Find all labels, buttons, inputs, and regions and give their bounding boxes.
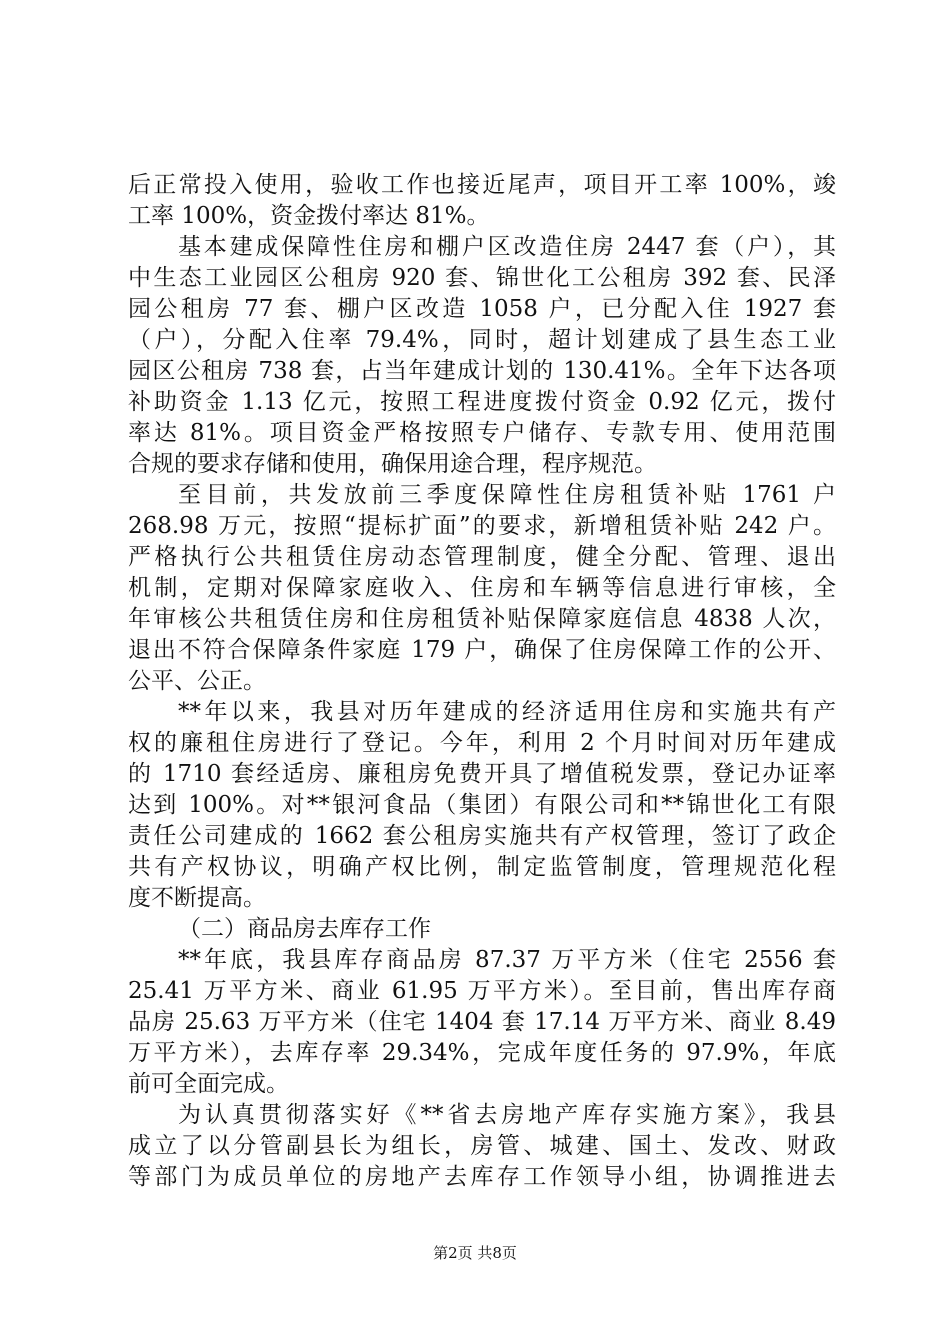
paragraph (128, 697, 836, 914)
paragraph (128, 1100, 836, 1193)
text-line: **年底，我县库存商品房 87.37 万平方米（住宅 2556 套 (178, 947, 836, 973)
text-line: 的 1710 套经适房、廉租房免费开具了增值税发票，登记办证率 (128, 761, 836, 787)
paragraph (128, 170, 836, 232)
text-line: 268.98 万元，按照“提标扩面”的要求，新增租赁补贴 242 户。 (128, 513, 836, 539)
text-line: 为认真贯彻落实好《**省去房地产库存实施方案》，我县 (178, 1102, 836, 1128)
text-line: 25.41 万平方米、商业 61.95 万平方米）。至目前，售出库存商 (128, 978, 836, 1004)
text-line: （户），分配入住率 79.4%，同时，超计划建成了县生态工业 (128, 327, 836, 353)
text-line: 工率 100%，资金拨付率达 81%。 (128, 203, 490, 229)
page-footer: 第2页 共8页 (433, 1244, 517, 1262)
text-line: 补助资金 1.13 亿元，按照工程进度拨付资金 0.92 亿元，拨付 (128, 389, 836, 415)
text-line: 基本建成保障性住房和棚户区改造住房 2447 套（户），其 (178, 234, 836, 260)
text-line: 公平、公正。 (128, 668, 266, 694)
text-line: （二）商品房去库存工作 (178, 916, 431, 942)
text-line: 达到 100%。对**银河食品（集团）有限公司和**锦世化工有限 (128, 792, 836, 818)
text-line: 后正常投入使用，验收工作也接近尾声，项目开工率 100%，竣 (128, 172, 836, 198)
paragraph (128, 914, 836, 945)
text-line: 前可全面完成。 (128, 1071, 289, 1097)
text-line: 至目前，共发放前三季度保障性住房租赁补贴 1761 户 (178, 482, 836, 508)
text-line: 园公租房 77 套、棚户区改造 1058 户，已分配入住 1927 套 (128, 296, 836, 322)
text-line: 成立了以分管副县长为组长，房管、城建、国土、发改、财政 (128, 1133, 836, 1159)
paragraph (128, 232, 836, 480)
text-line: 园区公租房 738 套，占当年建成计划的 130.41%。全年下达各项 (128, 358, 836, 384)
text-line: 退出不符合保障条件家庭 179 户，确保了住房保障工作的公开、 (128, 637, 836, 663)
text-line: 中生态工业园区公租房 920 套、锦世化工公租房 392 套、民泽 (128, 265, 836, 291)
paragraph (128, 945, 836, 1100)
text-line: 万平方米），去库存率 29.34%，完成年度任务的 97.9%，年底 (128, 1040, 836, 1066)
text-line: 权的廉租住房进行了登记。今年，利用 2 个月时间对历年建成 (128, 730, 836, 756)
text-line: 率达 81%。项目资金严格按照专户储存、专款专用、使用范围 (128, 420, 836, 446)
text-line: 机制，定期对保障家庭收入、住房和车辆等信息进行审核，全 (128, 575, 836, 601)
text-line: 年审核公共租赁住房和住房租赁补贴保障家庭信息 4838 人次， (128, 606, 836, 632)
text-line: 共有产权协议，明确产权比例，制定监管制度，管理规范化程 (128, 854, 836, 880)
text-line: 严格执行公共租赁住房动态管理制度，健全分配、管理、退出 (128, 544, 836, 570)
text-line: 合规的要求存储和使用，确保用途合理，程序规范。 (128, 451, 657, 477)
document-body (128, 170, 836, 1193)
text-line: 品房 25.63 万平方米（住宅 1404 套 17.14 万平方米、商业 8.49 (128, 1009, 836, 1035)
text-line: **年以来，我县对历年建成的经济适用住房和实施共有产 (178, 699, 836, 725)
text-line: 度不断提高。 (128, 885, 266, 911)
text-line: 责任公司建成的 1662 套公租房实施共有产权管理，签订了政企 (128, 823, 836, 849)
text-line: 等部门为成员单位的房地产去库存工作领导小组，协调推进去 (128, 1164, 836, 1190)
paragraph (128, 480, 836, 697)
